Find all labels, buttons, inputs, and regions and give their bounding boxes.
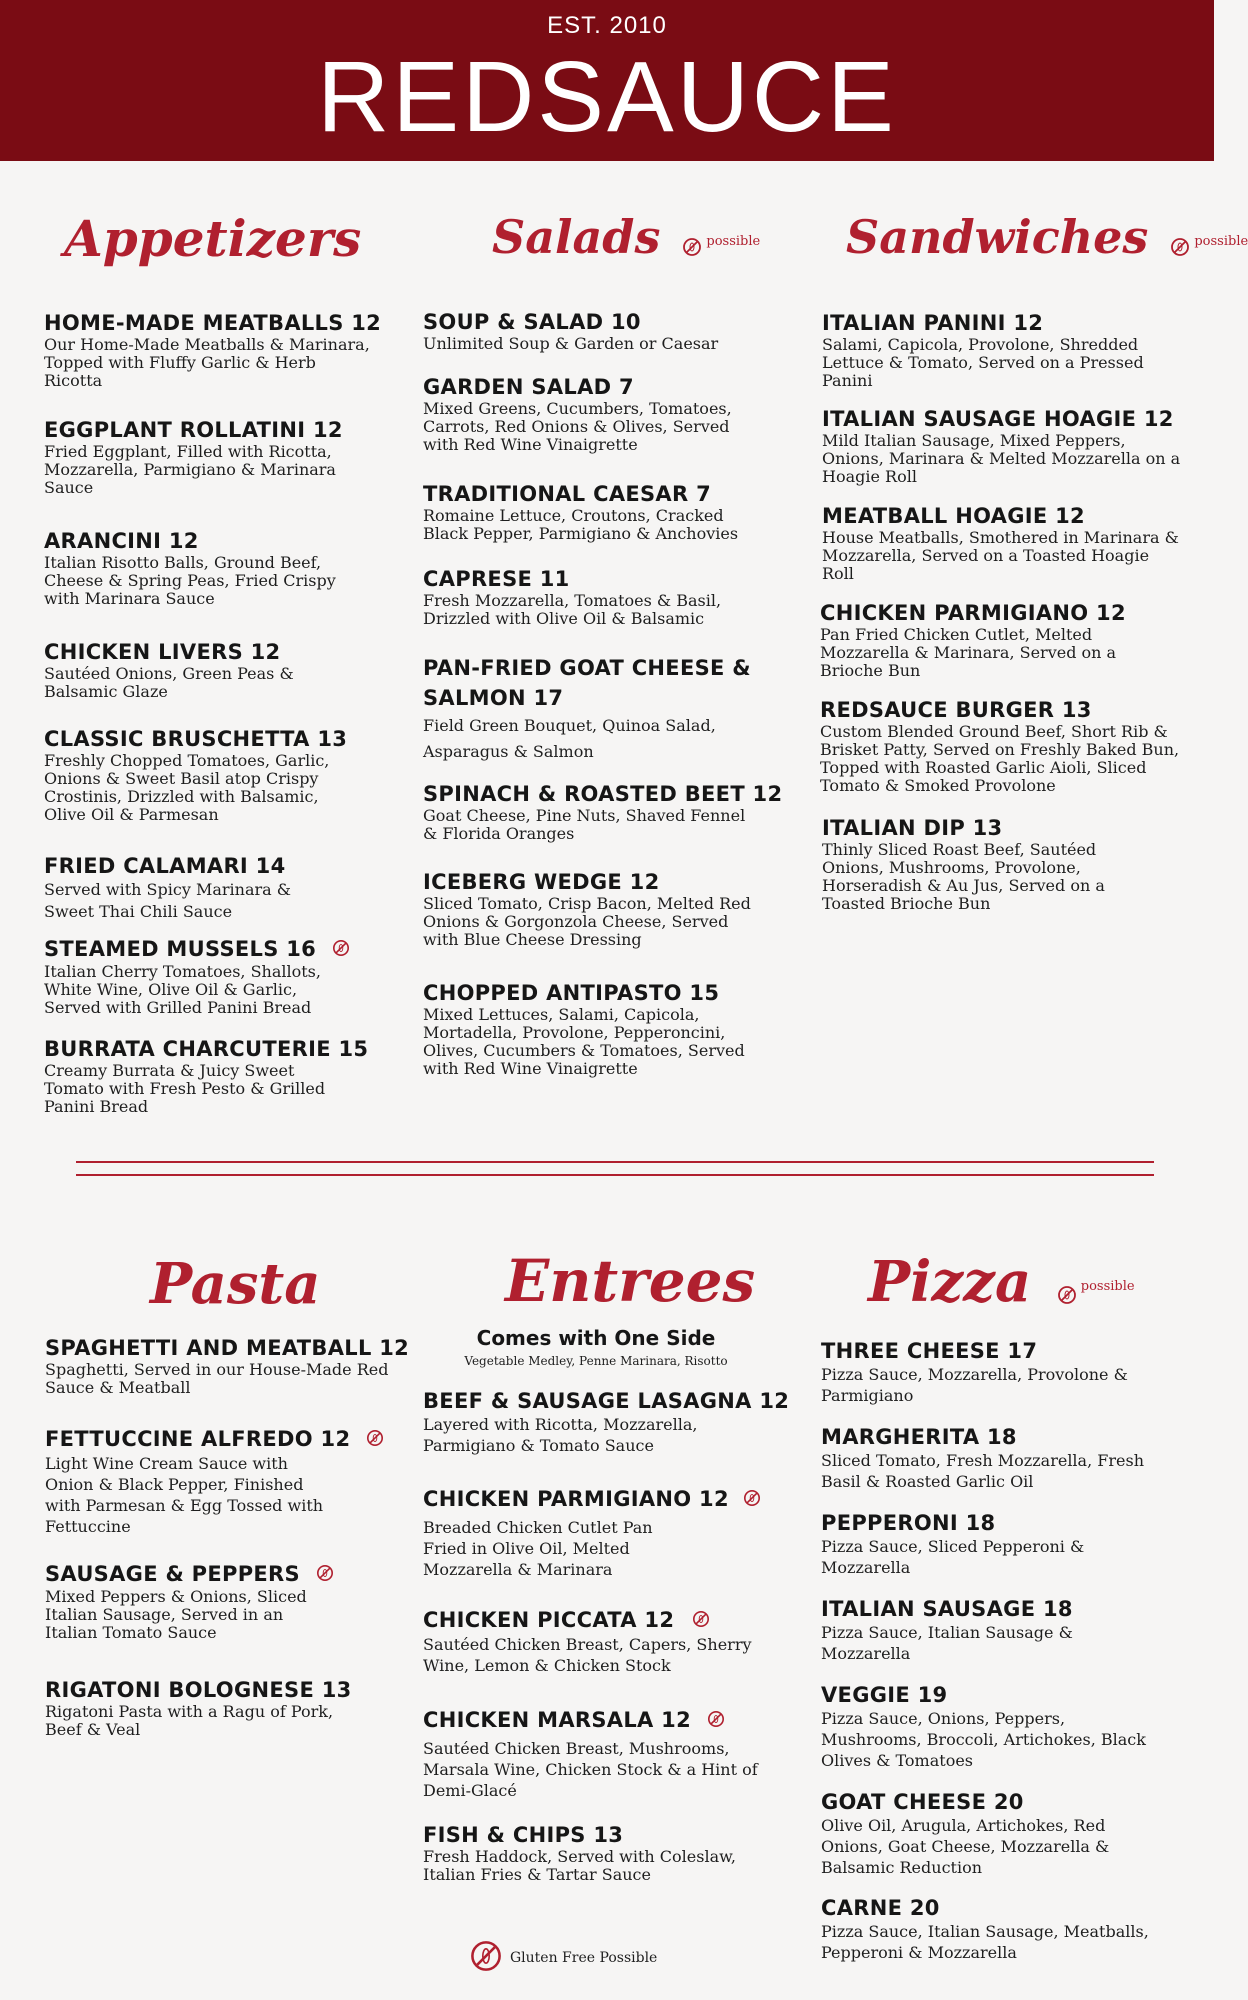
- gluten-free-icon: [682, 218, 702, 264]
- item-name: BURRATA CHARCUTERIE 15: [44, 1037, 369, 1061]
- menu-item: [44, 726, 354, 824]
- item-description: Romaine Lettuce, Croutons, Cracked Black Pepper, Parmigiano & Anchovies: [423, 506, 739, 543]
- item-name: SPINACH & ROASTED BEET 12: [423, 782, 783, 806]
- salads-title: Salads: [492, 210, 661, 264]
- item-name: [45, 1426, 351, 1453]
- item-description: Fresh Mozzarella, Tomatoes & Basil, Drizzled with Olive Oil & Balsamic: [423, 591, 722, 628]
- item-name: ITALIAN SAUSAGE 18: [821, 1597, 1073, 1621]
- item-description: Pizza Sauce, Sliced Pepperoni & Mozzarella: [821, 1537, 1085, 1577]
- item-description: Sautéed Chicken Breast, Mushrooms, Marsala Wine, Chicken Stock & a Hint of Demi-Glacé: [423, 1739, 758, 1800]
- menu-item: [44, 936, 344, 1017]
- item-name-text: FETTUCCINE ALFREDO 12: [45, 1427, 351, 1451]
- item-name-text: STEAMED MUSSELS 16: [44, 937, 317, 961]
- item-name-text: CHICKEN MARSALA 12: [423, 1708, 691, 1732]
- item-description: Pan Fried Chicken Cutlet, Melted Mozzarella & Marinara, Served on a Brioche Bun: [820, 625, 1117, 680]
- item-name: GOAT CHEESE 20: [821, 1790, 1024, 1814]
- entrees-subtitle: Comes with One Side: [476, 1326, 716, 1350]
- item-description: Rigatoni Pasta with a Ragu of Pork, Beef & Veal: [45, 1702, 334, 1739]
- menu-item: [423, 869, 763, 949]
- menu-item: [423, 980, 763, 1078]
- entrees-side-note: [424, 1326, 768, 1368]
- possible-label: possible: [1080, 1278, 1135, 1294]
- menu-item: [822, 815, 1152, 913]
- item-description: Mixed Peppers & Onions, Sliced Italian Sausage, Served in an Italian Tomato Sauce: [45, 1587, 307, 1642]
- pizza-title: Pizza: [868, 1249, 1032, 1315]
- item-description: Sautéed Onions, Green Peas & Balsamic Glaze: [44, 664, 294, 701]
- item-name: TRADITIONAL CAESAR 7: [423, 482, 711, 506]
- menu-item: [44, 639, 344, 701]
- item-name: RIGATONI BOLOGNESE 13: [45, 1678, 352, 1702]
- item-name: FRIED CALAMARI 14: [44, 854, 286, 878]
- item-name: CLASSIC BRUSCHETTA 13: [44, 727, 348, 751]
- item-name-text: SAUSAGE & PEPPERS: [45, 1562, 300, 1586]
- item-name: ICEBERG WEDGE 12: [423, 870, 660, 894]
- item-description: Pizza Sauce, Mozzarella, Provolone & Parmigiano: [821, 1365, 1128, 1405]
- item-description: Unlimited Soup & Garden or Caesar: [423, 334, 719, 353]
- menu-item: [423, 1486, 753, 1580]
- item-name: [45, 1561, 335, 1588]
- item-description: Mild Italian Sausage, Mixed Peppers, Onions, Marinara & Melted Mozzarella on a Hoagie Roll: [822, 431, 1181, 486]
- item-description: Pizza Sauce, Italian Sausage, Meatballs, Pepperoni & Mozzarella: [821, 1922, 1149, 1962]
- menu-item: [821, 1596, 1161, 1664]
- gluten-free-icon: [1170, 218, 1190, 264]
- menu-item: [821, 1789, 1161, 1878]
- pizza-title-row: [868, 1249, 1135, 1315]
- sandwiches-title: Sandwiches: [846, 210, 1149, 264]
- item-name: CARNE 20: [821, 1896, 940, 1920]
- restaurant-name: REDSAUCE: [317, 41, 897, 153]
- menu-item: [44, 853, 334, 923]
- item-name: CAPRESE 11: [423, 567, 570, 591]
- menu-item: [45, 1677, 352, 1739]
- item-name: MEATBALL HOAGIE 12: [822, 504, 1085, 528]
- item-name: ITALIAN DIP 13: [822, 816, 1003, 840]
- item-description: Light Wine Cream Sauce with Onion & Black Pepper, Finished with Parmesan & Egg Tossed with Fettuccine: [45, 1454, 324, 1536]
- item-name-text: CHICKEN PARMIGIANO 12: [423, 1487, 729, 1511]
- item-name: HOME-MADE MEATBALLS 12: [44, 311, 382, 335]
- menu-item: [423, 481, 763, 543]
- item-description: Olive Oil, Arugula, Artichokes, Red Onions, Goat Cheese, Mozzarella & Balsamic Reduction: [821, 1816, 1110, 1877]
- item-description: Breaded Chicken Cutlet Pan Fried in Olive Oil, Melted Mozzarella & Marinara: [423, 1518, 653, 1579]
- item-name-text: CHICKEN PICCATA 12: [423, 1608, 675, 1632]
- item-description: Pizza Sauce, Onions, Peppers, Mushrooms, Broccoli, Artichokes, Black Olives & Tomatoes: [821, 1709, 1146, 1770]
- item-description: Mixed Greens, Cucumbers, Tomatoes, Carrots, Red Onions & Olives, Served with Red Wine Vinaigrette: [423, 399, 732, 454]
- item-name: REDSAUCE BURGER 13: [820, 698, 1092, 722]
- gluten-free-icon: [1057, 1258, 1077, 1314]
- item-name: [423, 1486, 753, 1513]
- item-description: Layered with Ricotta, Mozzarella, Parmigiano & Tomato Sauce: [423, 1415, 698, 1455]
- menu-item: [821, 1510, 1161, 1578]
- menu-item: [423, 781, 783, 843]
- menu-item: [423, 1388, 793, 1456]
- menu-item: [820, 697, 1195, 795]
- item-name: CHICKEN PARMIGIANO 12: [820, 601, 1126, 625]
- item-description: Our Home-Made Meatballs & Marinara, Topped with Fluffy Garlic & Herb Ricotta: [44, 335, 370, 390]
- item-name: THREE CHEESE 17: [821, 1339, 1038, 1363]
- item-name: VEGGIE 19: [821, 1683, 948, 1707]
- menu-item: [45, 1426, 351, 1537]
- menu-item: [423, 653, 753, 765]
- menu-item: [423, 1607, 793, 1676]
- entrees-title: Entrees: [505, 1247, 756, 1315]
- item-description: Fresh Haddock, Served with Coleslaw, Italian Fries & Tartar Sauce: [423, 1847, 737, 1884]
- item-name: ARANCINI 12: [44, 529, 199, 553]
- divider-line: [76, 1161, 1154, 1163]
- item-description: Sliced Tomato, Fresh Mozzarella, Fresh Basil & Roasted Garlic Oil: [821, 1451, 1144, 1491]
- menu-item: [423, 1822, 793, 1884]
- item-name: MARGHERITA 18: [821, 1425, 1017, 1449]
- item-description: Sautéed Chicken Breast, Capers, Sherry Wine, Lemon & Chicken Stock: [423, 1635, 752, 1675]
- salads-title-row: [492, 210, 761, 264]
- gluten-free-icon: [692, 1608, 710, 1634]
- possible-label: possible: [706, 233, 761, 249]
- menu-item: [822, 310, 1192, 390]
- menu-item: [423, 566, 763, 628]
- item-name: CHICKEN LIVERS 12: [44, 640, 281, 664]
- item-name: BEEF & SAUSAGE LASAGNA 12: [423, 1389, 790, 1413]
- item-name: [423, 1707, 783, 1734]
- menu-item: [821, 1895, 1161, 1963]
- menu-item: [423, 1707, 783, 1801]
- gluten-free-legend: [470, 1940, 657, 1976]
- gluten-free-icon: [743, 1487, 761, 1513]
- menu-item: [821, 1682, 1161, 1771]
- item-description: Creamy Burrata & Juicy Sweet Tomato with Fresh Pesto & Grilled Panini Bread: [44, 1061, 326, 1116]
- entrees-sides: Vegetable Medley, Penne Marinara, Risotto: [464, 1354, 728, 1368]
- item-name: SOUP & SALAD 10: [423, 310, 641, 334]
- item-name: CHOPPED ANTIPASTO 15: [423, 981, 720, 1005]
- established-label: EST. 2010: [547, 12, 667, 39]
- item-description: Sliced Tomato, Crisp Bacon, Melted Red Onions & Gorgonzola Cheese, Served with Blue Cheese Dressing: [423, 894, 751, 949]
- item-description: Thinly Sliced Roast Beef, Sautéed Onions, Mushrooms, Provolone, Horseradish & Au Jus, Served on a Toasted Brioche Bun: [822, 840, 1105, 913]
- item-description: Served with Spicy Marinara & Sweet Thai Chili Sauce: [44, 880, 291, 921]
- menu-item: [45, 1561, 335, 1642]
- menu-item: [822, 503, 1182, 583]
- pasta-title: Pasta: [150, 1251, 321, 1317]
- sandwiches-title-row: [846, 210, 1248, 264]
- gluten-free-icon: [332, 937, 350, 963]
- item-description: House Meatballs, Smothered in Marinara & Mozzarella, Served on a Toasted Hoagie Roll: [822, 528, 1179, 583]
- item-description: Italian Risotto Balls, Ground Beef, Cheese & Spring Peas, Fried Crispy with Marinara Sauce: [44, 553, 336, 608]
- item-name: [44, 936, 344, 963]
- menu-item: [423, 374, 763, 454]
- appetizers-title: Appetizers: [64, 209, 362, 268]
- item-description: Spaghetti, Served in our House-Made Red Sauce & Meatball: [45, 1360, 389, 1397]
- item-description: Custom Blended Ground Beef, Short Rib & Brisket Patty, Served on Freshly Baked Bun, Topped with Roasted Garlic Aioli, Sliced Tomato & Smoked Provolone: [820, 722, 1180, 795]
- item-name: [423, 1607, 793, 1634]
- gluten-free-icon: [470, 1940, 502, 1976]
- item-description: Mixed Lettuces, Salami, Capicola, Mortadella, Provolone, Pepperoncini, Olives, Cucumbers & Tomatoes, Served with Red Wine Vinaigrette: [423, 1005, 745, 1078]
- item-name: FISH & CHIPS 13: [423, 1823, 624, 1847]
- menu-item: [820, 600, 1180, 680]
- item-description: Field Green Bouquet, Quinoa Salad, Asparagus & Salmon: [423, 716, 716, 761]
- menu-item: [821, 1338, 1161, 1406]
- gluten-free-icon: [316, 1562, 334, 1588]
- item-description: Italian Cherry Tomatoes, Shallots, White Wine, Olive Oil & Garlic, Served with Grilled Panini Bread: [44, 962, 321, 1017]
- menu-item: [821, 1424, 1161, 1492]
- item-name: EGGPLANT ROLLATINI 12: [44, 418, 343, 442]
- menu-item: [44, 528, 344, 608]
- header-banner: [0, 0, 1214, 161]
- gluten-free-legend-label: Gluten Free Possible: [510, 1950, 658, 1966]
- menu-item: [822, 406, 1182, 486]
- item-description: Fried Eggplant, Filled with Ricotta, Mozzarella, Parmigiano & Marinara Sauce: [44, 442, 336, 497]
- item-name: ITALIAN PANINI 12: [822, 311, 1044, 335]
- item-description: Salami, Capicola, Provolone, Shredded Lettuce & Tomato, Served on a Pressed Panini: [822, 335, 1144, 390]
- gluten-free-icon: [707, 1708, 725, 1734]
- menu-item: [44, 1036, 369, 1116]
- menu-item: [45, 1335, 415, 1397]
- gluten-free-icon: [366, 1427, 384, 1453]
- menu-item: [44, 310, 382, 390]
- divider-line: [76, 1174, 1154, 1176]
- menu-item: [423, 309, 763, 353]
- item-name: SPAGHETTI AND MEATBALL 12: [45, 1336, 410, 1360]
- item-description: Goat Cheese, Pine Nuts, Shaved Fennel & Florida Oranges: [423, 806, 746, 843]
- item-name: ITALIAN SAUSAGE HOAGIE 12: [822, 407, 1174, 431]
- item-description: Freshly Chopped Tomatoes, Garlic, Onions & Sweet Basil atop Crispy Crostinis, Drizzled with Balsamic, Olive Oil & Parmesan: [44, 751, 330, 824]
- item-description: Pizza Sauce, Italian Sausage & Mozzarella: [821, 1623, 1073, 1663]
- item-name: GARDEN SALAD 7: [423, 375, 634, 399]
- item-name: PAN-FRIED GOAT CHEESE & SALMON 17: [423, 656, 751, 710]
- possible-label: possible: [1194, 233, 1248, 249]
- menu-item: [44, 417, 344, 497]
- item-name: PEPPERONI 18: [821, 1511, 996, 1535]
